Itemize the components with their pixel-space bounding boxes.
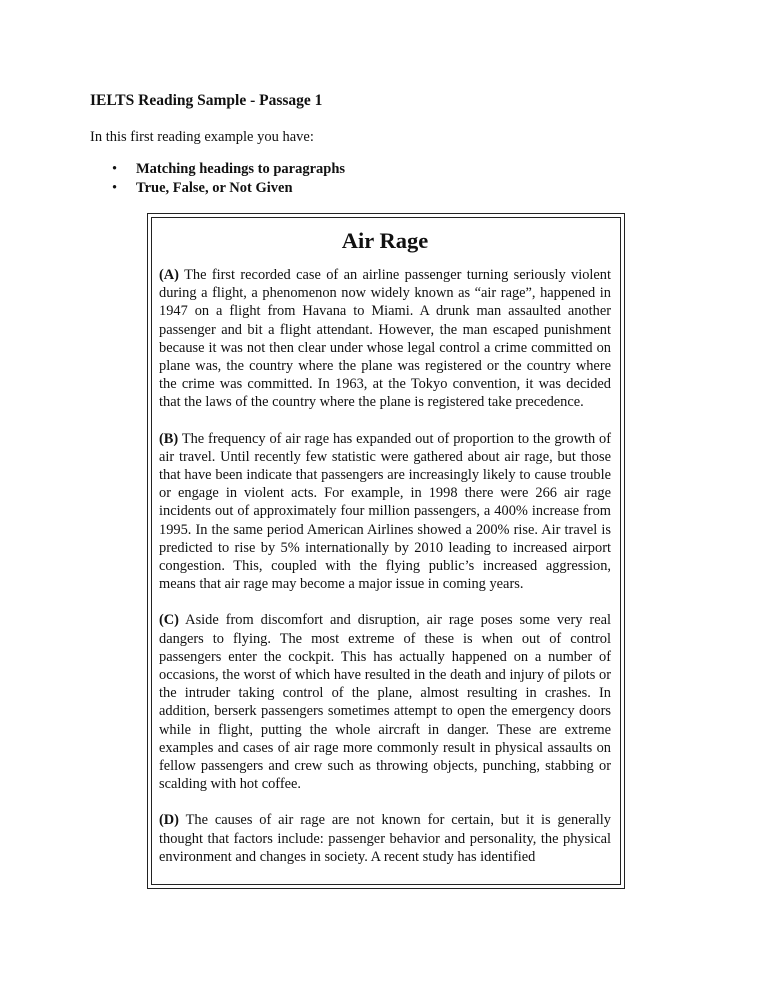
paragraph-text: The causes of air rage are not known for certain, but it is generally thought that factors include: passenger behavior and personality, the physical environment and changes in society. A recent study has identified (159, 812, 611, 865)
bullet-icon: • (112, 161, 118, 177)
paragraph-text: Aside from discomfort and disruption, air rage poses some very real dangers to flying. The most extreme of these is when out of control passengers enter the cockpit. This has actually happened on a number of occasions, the worst of which have resulted in the death and injury of pilots or the intruder taking control of the plane, almost resulting in crashes. In addition, berserk passengers sometimes attempt to open the emergency doors while in flight, putting the whole aircraft in danger. These are extreme examples and cases of air rage more commonly result in physical assaults on fellow passengers and crew such as throwing objects, punching, stabbing or scalding with hot coffee. (159, 612, 611, 793)
paragraph-b (159, 430, 611, 594)
list-item (90, 160, 345, 179)
paragraph-label: (C) (159, 612, 179, 629)
passage-frame (151, 217, 621, 885)
task-label: True, False, or Not Given (136, 180, 293, 196)
paragraph-label: (D) (159, 812, 179, 829)
task-label: Matching headings to paragraphs (136, 161, 346, 177)
passage-title: Air Rage (341, 228, 429, 253)
bullet-icon: • (112, 180, 118, 196)
intro-text: In this first reading example you have: (90, 129, 314, 145)
paragraph-label: (B) (159, 430, 179, 447)
paragraph-text: The frequency of air rage has expanded out of proportion to the growth of air travel. Until recently few statistic were gathered about air rage, but those that have been indicate that passengers are increasingly likely to cause trouble or engage in violent acts. For example, in 1998 there were 266 air rage incidents out of approximately four million passengers, a 400% increase from 1995. In the same period American Airlines showed a 200% rise. Air travel is predicted to rise by 5% internationally by 2010 leading to increased airport congestion. This, coupled with the flying public’s increased aggression, means that air rage may become a major issue in coming years. (159, 430, 612, 593)
passage-box (147, 213, 625, 889)
task-list (90, 160, 345, 198)
page-title: IELTS Reading Sample - Passage 1 (90, 92, 323, 109)
paragraph-text: The first recorded case of an airline passenger turning seriously violent during a flight, a phenomenon now widely known as “air rage”, happened in 1947 on a flight from Havana to Miami. A drunk man assaulted another passenger and bit a flight attendant. However, the man escaped punishment because it was not then clear under whose legal control a crime committed on plane was, the country where the plane was registered or the country where the crime was committed. In 1963, at the Tokyo convention, it was decided that the laws of the country where the plane is registered take precedence. (159, 267, 611, 411)
paragraph-label: (A) (159, 267, 179, 283)
paragraph-d (159, 811, 611, 866)
paragraph-c (159, 611, 611, 793)
paragraph-a (159, 266, 611, 412)
list-item (90, 179, 345, 198)
